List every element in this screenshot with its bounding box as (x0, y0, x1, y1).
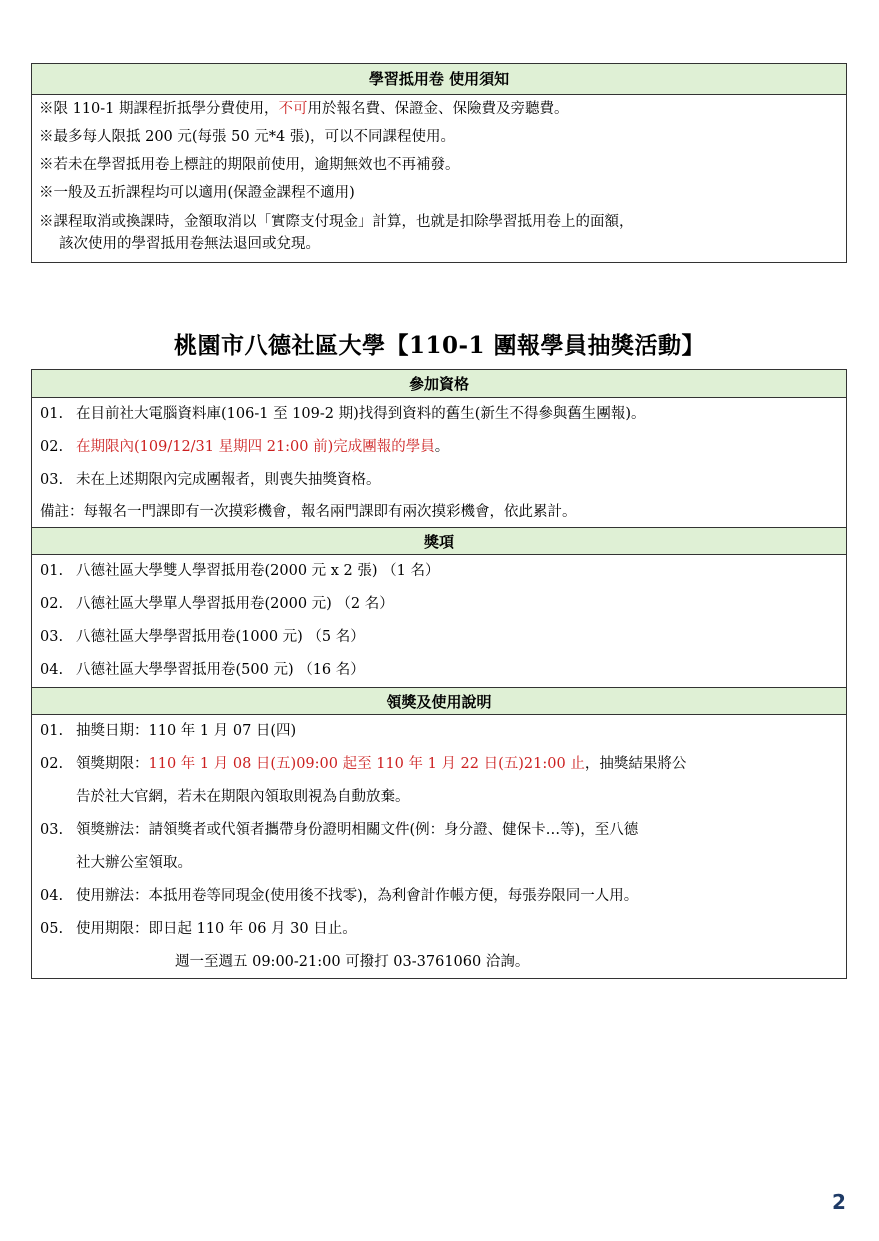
notice-line-4: ※一般及五折課程均可以適用(保證金課程不適用) (39, 185, 355, 201)
eligibility-item: 01. 在目前社大電腦資料庫(106-1 至 109-2 期)找得到資料的舊生(新生不得參與舊生團報)。 (40, 406, 646, 422)
prize-item: 01. 八德社區大學雙人學習抵用卷(2000 元 x 2 張) （1 名） (40, 563, 440, 579)
notice-title: 學習抵用卷 使用須知 (32, 64, 846, 95)
contact-info: 週一至週五 09:00-21:00 可撥打 03-3761060 洽詢。 (175, 954, 530, 970)
event-box (31, 369, 847, 979)
notice-line-5: ※課程取消或換課時，金額取消以「實際支付現金」計算，也就是扣除學習抵用卷上的面額， 該次使用的學習抵用卷無法退回或兌現。 (39, 214, 634, 252)
eligibility-note: 備註：每報名一門課即有一次摸彩機會，報名兩門課即有兩次摸彩機會，依此累計。 (40, 504, 577, 520)
usage-item-continued: 社大辦公室領取。 (76, 855, 192, 871)
usage-item: 02. 領獎期限：110 年 1 月 08 日(五)09:00 起至 110 年 1 月 22 日(五)21:00 止，抽獎結果將公 (40, 756, 687, 772)
usage-item-continued: 告於社大官網，若未在期限內領取則視為自動放棄。 (76, 789, 410, 805)
page-title: 桃園市八德社區大學【110-1 團報學員抽獎活動】 (173, 332, 706, 359)
usage-item: 04. 使用辦法：本抵用卷等同現金(使用後不找零)，為利會計作帳方便，每張券限同一人用。 (40, 888, 639, 904)
eligibility-item: 03. 未在上述期限內完成團報者，則喪失抽獎資格。 (40, 472, 381, 488)
prize-item: 04. 八德社區大學學習抵用卷(500 元) （16 名） (40, 662, 365, 678)
eligibility-header: 參加資格 (32, 370, 846, 398)
usage-notice-box (31, 63, 847, 263)
notice-line-2: ※最多每人限抵 200 元(每張 50 元*4 張)，可以不同課程使用。 (39, 129, 455, 145)
usage-item: 01. 抽獎日期：110 年 1 月 07 日(四) (40, 723, 297, 739)
usage-header: 領獎及使用說明 (32, 687, 846, 715)
eligibility-item: 02. 在期限內(109/12/31 星期四 21:00 前)完成團報的學員。 (40, 439, 450, 455)
prize-item: 02. 八德社區大學單人學習抵用卷(2000 元) （2 名） (40, 596, 394, 612)
usage-item: 03. 領獎辦法：請領獎者或代領者攜帶身份證明相關文件(例：身分證、健保卡…等)，至八德 (40, 822, 639, 838)
prizes-header: 獎項 (32, 527, 846, 555)
page-number: 2 (832, 1190, 846, 1214)
notice-line-1: ※限 110-1 期課程折抵學分費使用，不可用於報名費、保證金、保險費及旁聽費。 (39, 101, 569, 117)
usage-item: 05. 使用期限：即日起 110 年 06 月 30 日止。 (40, 921, 357, 937)
prize-item: 03. 八德社區大學學習抵用卷(1000 元) （5 名） (40, 629, 365, 645)
notice-line-3: ※若未在學習抵用卷上標註的期限前使用，逾期無效也不再補發。 (39, 157, 460, 173)
